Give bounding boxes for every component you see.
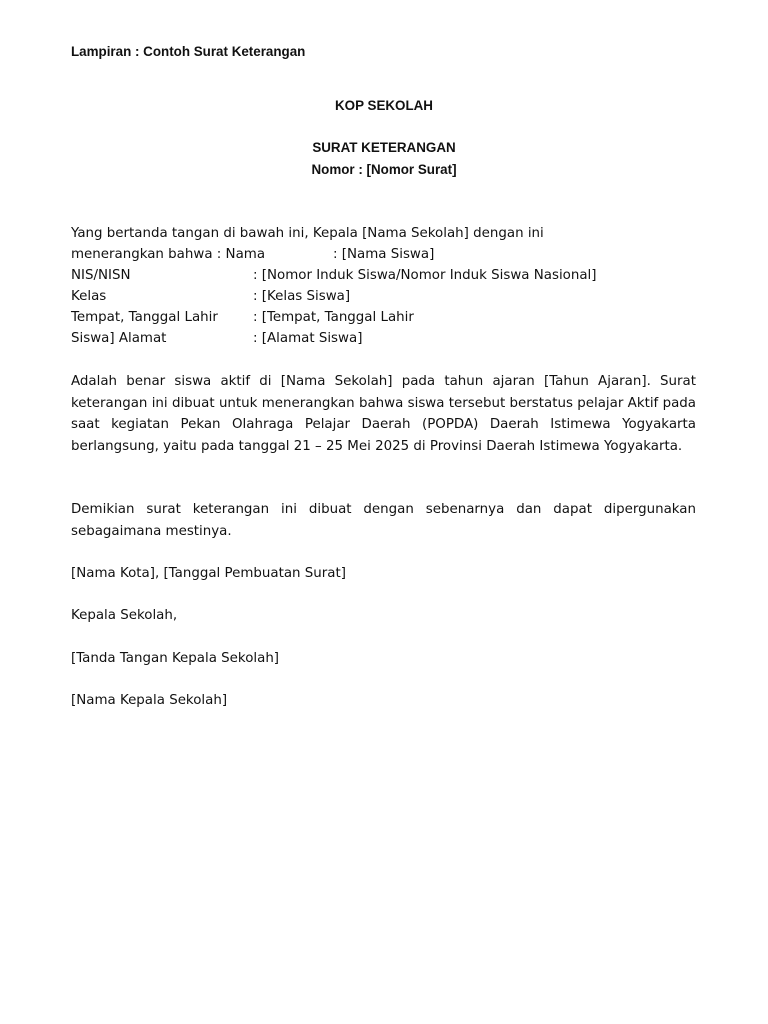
paragraph-closing: Demikian surat keterangan ini dibuat dengan sebenarnya dan dapat dipergunakan sebagaimana mestinya.: [71, 502, 696, 539]
field-kelas-label: Kelas: [71, 289, 107, 304]
intro-line-2: [71, 244, 265, 265]
field-nama-value: : [Nama Siswa]: [333, 247, 435, 262]
field-ttl-label: Tempat, Tanggal Lahir: [71, 310, 218, 325]
letter-title: SURAT KETERANGAN: [312, 140, 456, 155]
field-nis-label: NIS/NISN: [71, 268, 131, 283]
intro-line-1: Yang bertanda tangan di bawah ini, Kepala [Nama Sekolah] dengan ini: [71, 226, 544, 241]
field-alamat-value: : [Alamat Siswa]: [253, 331, 363, 346]
appendix-heading: Lampiran : Contoh Surat Keterangan: [71, 44, 306, 59]
field-kelas-value: : [Kelas Siswa]: [253, 289, 351, 304]
field-alamat-label: Siswa] Alamat: [71, 331, 167, 346]
signature-placeholder: [Tanda Tangan Kepala Sekolah]: [71, 651, 280, 666]
signer-name: [Nama Kepala Sekolah]: [71, 693, 228, 708]
signer-title: Kepala Sekolah,: [71, 608, 178, 623]
field-nis-value: : [Nomor Induk Siswa/Nomor Induk Siswa Nasional]: [253, 268, 597, 283]
paragraph-active-status: Adalah benar siswa aktif di [Nama Sekolah] pada tahun ajaran [Tahun Ajaran]. Surat keterangan ini dibuat untuk menerangkan bahwa siswa tersebut berstatus pelajar Aktif pada saat kegiatan Pekan Olahraga Pelajar Daerah (POPDA) Daerah Istimewa Yogyakarta berlangsung, yaitu pada tanggal 21 – 25 Mei 2025 di Provinsi Daerah Istimewa Yogyakarta.: [71, 374, 696, 454]
letterhead: KOP SEKOLAH: [335, 98, 433, 113]
intro-line-2-text: menerangkan bahwa : Nama: [71, 247, 266, 262]
place-date: [Nama Kota], [Tanggal Pembuatan Surat]: [71, 566, 346, 581]
field-ttl-value: : [Tempat, Tanggal Lahir: [253, 310, 414, 325]
letter-number: Nomor : [Nomor Surat]: [311, 162, 457, 177]
